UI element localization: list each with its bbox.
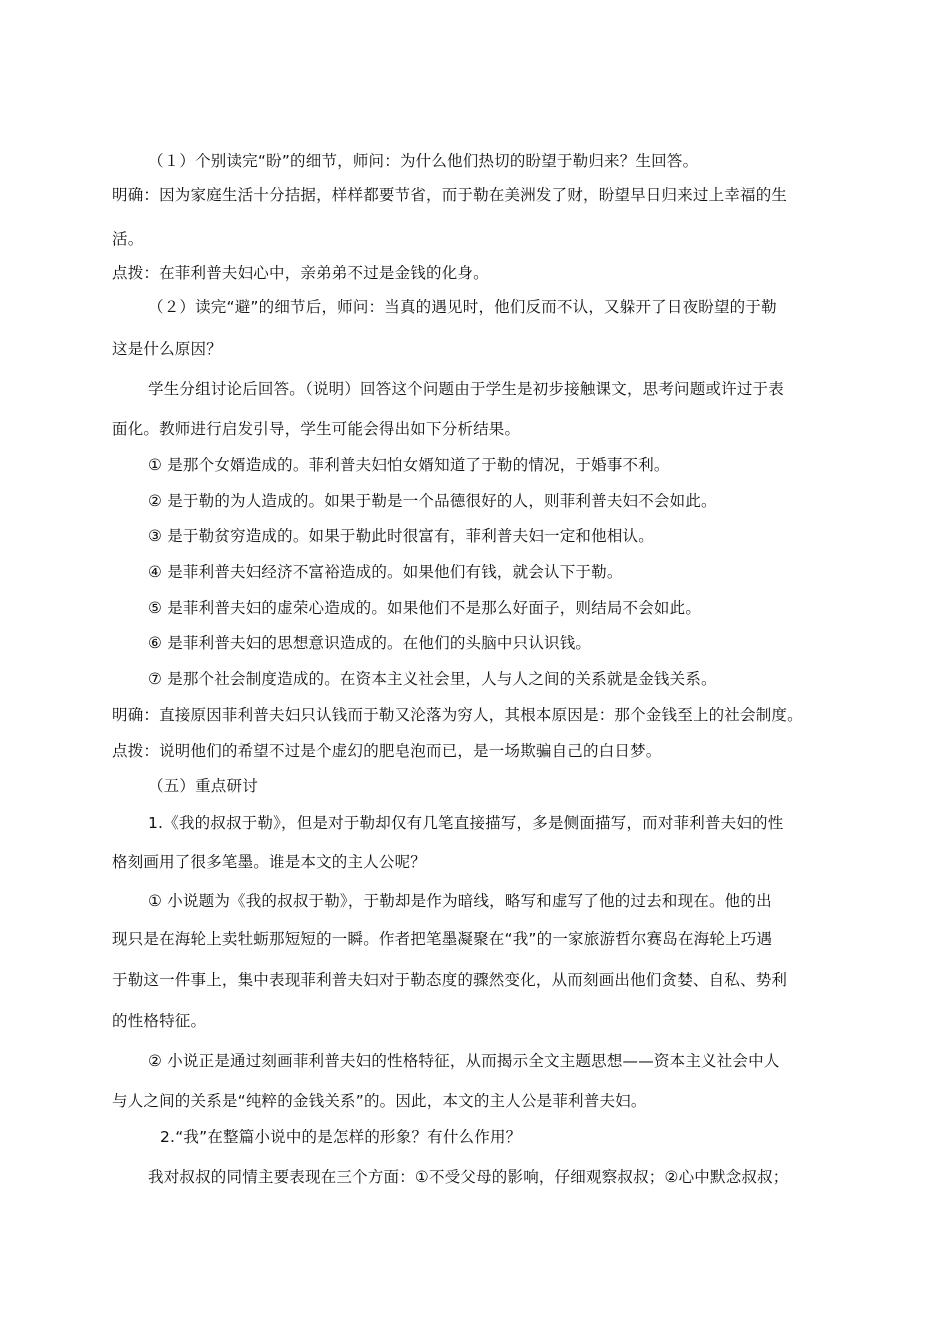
list-item: ① 是那个女婿造成的。菲利普夫妇怕女婿知道了于勒的情况，于婚事不利。 bbox=[148, 456, 670, 474]
text-line: 点拨：在菲利普夫妇心中，亲弟弟不过是金钱的化身。 bbox=[112, 264, 489, 282]
text-line: 的性格特征。 bbox=[112, 1012, 207, 1030]
text-line: （２）读完“避”的细节后，师问：当真的遇见时，他们反而不认，又躲开了日夜盼望的于勒 bbox=[148, 298, 777, 316]
text-line: 与人之间的关系是“纯粹的金钱关系”的。因此，本文的主人公是菲利普夫妇。 bbox=[112, 1092, 647, 1110]
text-line: 我对叔叔的同情主要表现在三个方面：①不受父母的影响，仔细观察叔叔；②心中默念叔叔； bbox=[148, 1168, 789, 1186]
list-item: ③ 是于勒贫穷造成的。如果于勒此时很富有，菲利普夫妇一定和他相认。 bbox=[148, 527, 654, 545]
text-line: 明确：因为家庭生活十分拮据，样样都要节省，而于勒在美洲发了财，盼望早日归来过上幸福的生 bbox=[112, 186, 788, 204]
section-heading: （五）重点研讨 bbox=[148, 777, 258, 795]
text-line: 现只是在海轮上卖牡蛎那短短的一瞬。作者把笔墨凝聚在“我”的一家旅游哲尔赛岛在海轮上巧遇 bbox=[112, 930, 773, 948]
text-line: 于勒这一件事上，集中表现菲利普夫妇对于勒态度的骤然变化，从而刻画出他们贪婪、自私、势利 bbox=[112, 971, 788, 989]
list-item: ⑥ 是菲利普夫妇的思想意识造成的。在他们的头脑中只认识钱。 bbox=[148, 634, 592, 652]
text-line: 明确：直接原因菲利普夫妇只认钱而于勒又沦落为穷人，其根本原因是：那个金钱至上的社会制度。 bbox=[112, 706, 803, 724]
text-line: 点拨：说明他们的希望不过是个虚幻的肥皂泡而已，是一场欺骗自己的白日梦。 bbox=[112, 742, 662, 760]
text-line: 2.“我”在整篇小说中的是怎样的形象？有什么作用？ bbox=[160, 1128, 522, 1146]
list-item: ② 是于勒的为人造成的。如果于勒是一个品德很好的人，则菲利普夫妇不会如此。 bbox=[148, 492, 717, 510]
text-line: ① 小说题为《我的叔叔于勒》，于勒却是作为暗线，略写和虚写了他的过去和现在。他的出 bbox=[148, 892, 772, 910]
text-line: 这是什么原因？ bbox=[112, 340, 222, 358]
text-line: 学生分组讨论后回答。（说明）回答这个问题由于学生是初步接触课文，思考问题或许过于表 bbox=[148, 380, 784, 398]
list-item: ⑦ 是那个社会制度造成的。在资本主义社会里，人与人之间的关系就是金钱关系。 bbox=[148, 670, 717, 688]
text-line: 1.《我的叔叔于勒》，但是对于勒却仅有几笔直接描写，多是侧面描写，而对菲利普夫妇的性 bbox=[148, 814, 784, 832]
text-line: 活。 bbox=[112, 230, 144, 248]
list-item: ④ 是菲利普夫妇经济不富裕造成的。如果他们有钱，就会认下于勒。 bbox=[148, 563, 623, 581]
text-line: 面化。教师进行启发引导，学生可能会得出如下分析结果。 bbox=[112, 420, 521, 438]
text-line: （１）个别读完“盼”的细节，师问：为什么他们热切的盼望于勒归来？生回答。 bbox=[148, 152, 699, 170]
list-item: ⑤ 是菲利普夫妇的虚荣心造成的。如果他们不是那么好面子，则结局不会如此。 bbox=[148, 599, 702, 617]
text-line: 格刻画用了很多笔墨。谁是本文的主人公呢？ bbox=[112, 853, 427, 871]
text-line: ② 小说正是通过刻画菲利普夫妇的性格特征，从而揭示全文主题思想——资本主义社会中人 bbox=[148, 1052, 780, 1070]
